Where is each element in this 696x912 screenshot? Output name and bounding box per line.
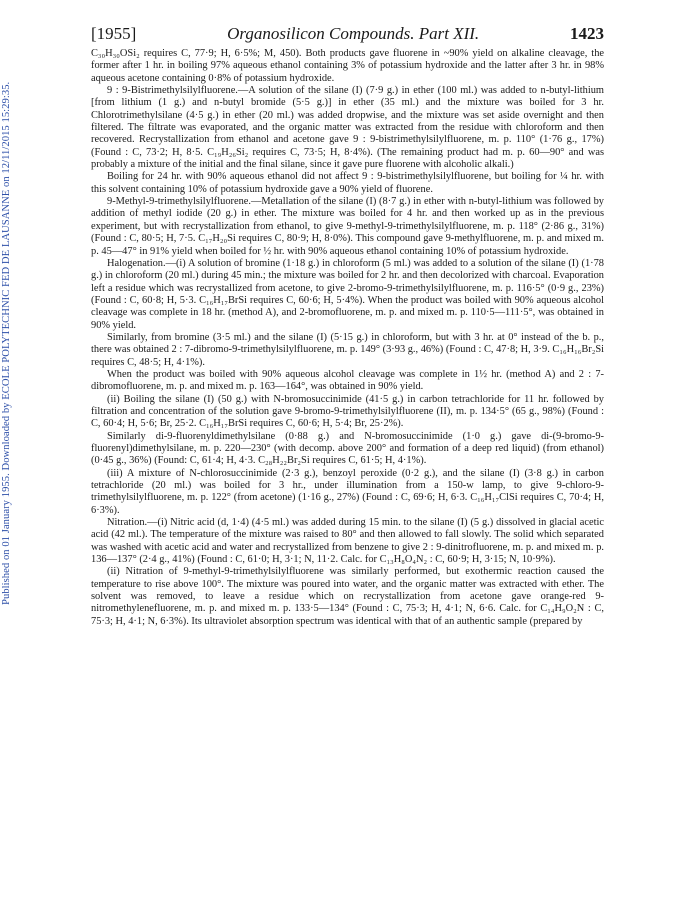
header-year: [1955] bbox=[91, 24, 137, 43]
header-title: Organosilicon Compounds. Part XII. bbox=[227, 24, 480, 43]
paragraph: (ii) Boiling the silane (I) (50 g.) with N-bromosuccinimide (41·5 g.) in carbon tetrachloride for 11 hr. followed by filtration and concentration of the solution gave 9-bromo-9-trimethylsilylfluorene (II), m. p. 134·5° (65 g., 98%) (Found : C, 60·4; H, 5·6; Br, 25·2. C₁₆H₁₇BrSi requires C, 60·6; H, 5·4; Br, 25·2%). bbox=[91, 393, 604, 430]
paragraph: 9 : 9-Bistrimethylsilylfluorene.—A solution of the silane (I) (7·9 g.) in ether (100 ml.) was added to n-butyl-lithium [from lithium (1 g.) and n-butyl bromide (5·5 g.)] in ether (35 ml.) and the mixture was boiled for 3 hr. Chlorotrimethylsilane (4·5 g.) in ether (20 ml.) was added dropwise, and the mixture was set aside overnight and then filtered. The filtrate was evaporated, and the organic matter was extracted from the residue with chloroform and then recovered. Recrystallization from ethanol and acetone gave 9 : 9-bistrimethylsilylfluorene, m. p. 110° (1·76 g., 17%) (Found : C, 73·2; H, 8·5. C₁₉H₂₆Si₂ requires C, 73·5; H, 8·4%). (The remaining product had m. p. 60—90° and was probably a mixture of the initial and the final silane, since it gave pure fluorene with alcoholic alkali.) bbox=[91, 85, 604, 171]
paragraph: When the product was boiled with 90% aqueous alcohol cleavage was complete in 1½ hr. (method A) and 2 : 7-dibromofluorene, m. p. and mixed m. p. 163—164°, was obtained in 90% yield. bbox=[91, 368, 604, 393]
download-watermark-text: Published on 01 January 1955. Downloaded by ECOLE POLYTECHNIC FED DE LAUSANNE on 12/11/2015 15:29:35. bbox=[1, 81, 12, 605]
paragraph: Halogenation.—(i) A solution of bromine (1·18 g.) in chloroform (5 ml.) was added to a solution of the silane (I) (1·78 g.) in chloroform (20 ml.) during 45 min.; the mixture was boiled for 2 hr. and then decolorized with charcoal. Evaporation left a residue which was recrystallized from acetone, to give 2-bromo-9-trimethylsilylfluorene, m. p. 116·5° (0·9 g., 23%) (Found : C, 60·8; H, 5·3. C₁₆H₁₇BrSi requires C, 60·6; H, 5·4%). When the product was boiled with 90% aqueous alcohol cleavage was complete in 18 hr. (method A), and 2-bromofluorene, m. p. and mixed m. p. 110·5—111·5°, was obtained in 90% yield. bbox=[91, 257, 604, 331]
running-header bbox=[91, 24, 604, 44]
download-watermark bbox=[0, 0, 20, 912]
paragraph: (ii) Nitration of 9-methyl-9-trimethylsilylfluorene was similarly performed, but exothermic reaction caused the temperature to rise above 100°. The mixture was poured into water, and the organic matter was extracted with ether. The solvent was removed, to leave a residue which on recrystallization from acetone gave orange-red 9-nitromethylenefluorene, m. p. and mixed m. p. 133·5—134° (Found : C, 75·3; H, 4·1; N, 6·6. Calc. for C₁₄H₉O₂N : C, 75·3; H, 4·1; N, 6·3%). Its ultraviolet absorption spectrum was identical with that of an authentic sample (prepared by bbox=[91, 566, 604, 627]
page bbox=[91, 24, 604, 628]
paragraph: Similarly, from bromine (3·5 ml.) and the silane (I) (5·15 g.) in chloroform, but with 3 hr. at 0° instead of the b. p., there was obtained 2 : 7-dibromo-9-trimethylsilylfluorene, m. p. 149° (3·93 g., 46%) (Found : C, 47·8; H, 3·9. C₁₆H₁₆Br₂Si requires C, 48·5; H, 4·1%). bbox=[91, 331, 604, 368]
paragraph: C₃₀H₃₀OSi₂ requires C, 77·9; H, 6·5%; M, 450). Both products gave fluorene in ~90% yield on alkaline cleavage, the former after 1 hr. in boiling 97% aqueous ethanol containing 3% of potassium hydroxide and the latter after 3 hr. in 98% aqueous acetone containing 0·8% of potassium hydroxide. bbox=[91, 48, 604, 84]
paragraph: Boiling for 24 hr. with 90% aqueous ethanol did not affect 9 : 9-bistrimethylsilylfluorene, but boiling for ¼ hr. with this solvent containing 10% of potassium hydroxide gave a 90% yield of fluorene. bbox=[91, 171, 604, 195]
page-number: 1423 bbox=[570, 24, 604, 43]
paragraph: 9-Methyl-9-trimethylsilylfluorene.—Metallation of the silane (I) (8·7 g.) in ether with n-butyl-lithium was followed by addition of methyl iodide (20 g.) in ether. The mixture was boiled for 4 hr. and then worked up as in the previous experiment, but with recrystallization from ethanol, to give 9-methyl-9-trimethylsilylfluorene, m. p. 118° (2·86 g., 31%) (Found : C, 80·5; H, 7·5. C₁₇H₂₀Si requires C, 80·9; H, 8·0%). This compound gave 9-methylfluorene, m. p. and mixed m. p. 45—47° in 91% yield when boiled for ½ hr. with 90% aqueous ethanol containing 10% of potassium hydroxide. bbox=[91, 196, 604, 257]
article-body bbox=[91, 48, 604, 628]
paragraph: Similarly di-9-fluorenyldimethylsilane (0·88 g.) and N-bromosuccinimide (1·0 g.) gave di-(9-bromo-9-fluorenyl)dimethylsilane, m. p. 220—230° (with decomp. above 200° and formation of a deep red liquid) (from ethanol) (0·45 g., 36%) (Found: C, 61·4; H, 4·3. C₂₈H₂₂Br₂Si requires C, 61·5; H, 4·1%). bbox=[91, 430, 604, 467]
paragraph: Nitration.—(i) Nitric acid (d, 1·4) (4·5 ml.) was added during 15 min. to the silane (I) (5 g.) dissolved in glacial acetic acid (42 ml.). The temperature of the mixture was raised to 80° and then allowed to fall slowly. The solid which separated was washed with acetic acid and water and recrystallized from benzene to give 2 : 9-dinitrofluorene, m. p. and mixed m. p. 136—137° (2·4 g., 41%) (Found : C, 61·0; H, 3·1; N, 11·2. Calc. for C₁₃H₈O₄N₂ : C, 60·9; H, 3·15; N, 10·9%). bbox=[91, 517, 604, 566]
paragraph: (iii) A mixture of N-chlorosuccinimide (2·3 g.), benzoyl peroxide (0·2 g.), and the silane (I) (3·8 g.) in carbon tetrachloride (20 ml.) was boiled for 3 hr., under illumination from a 150-w lamp, to give 9-chloro-9-trimethylsilylfluorene, m. p. 122° (from acetone) (1·16 g., 27%) (Found : C, 69·6; H, 6·3. C₁₆H₁₇ClSi requires C, 70·4; H, 6·3%). bbox=[91, 467, 604, 516]
